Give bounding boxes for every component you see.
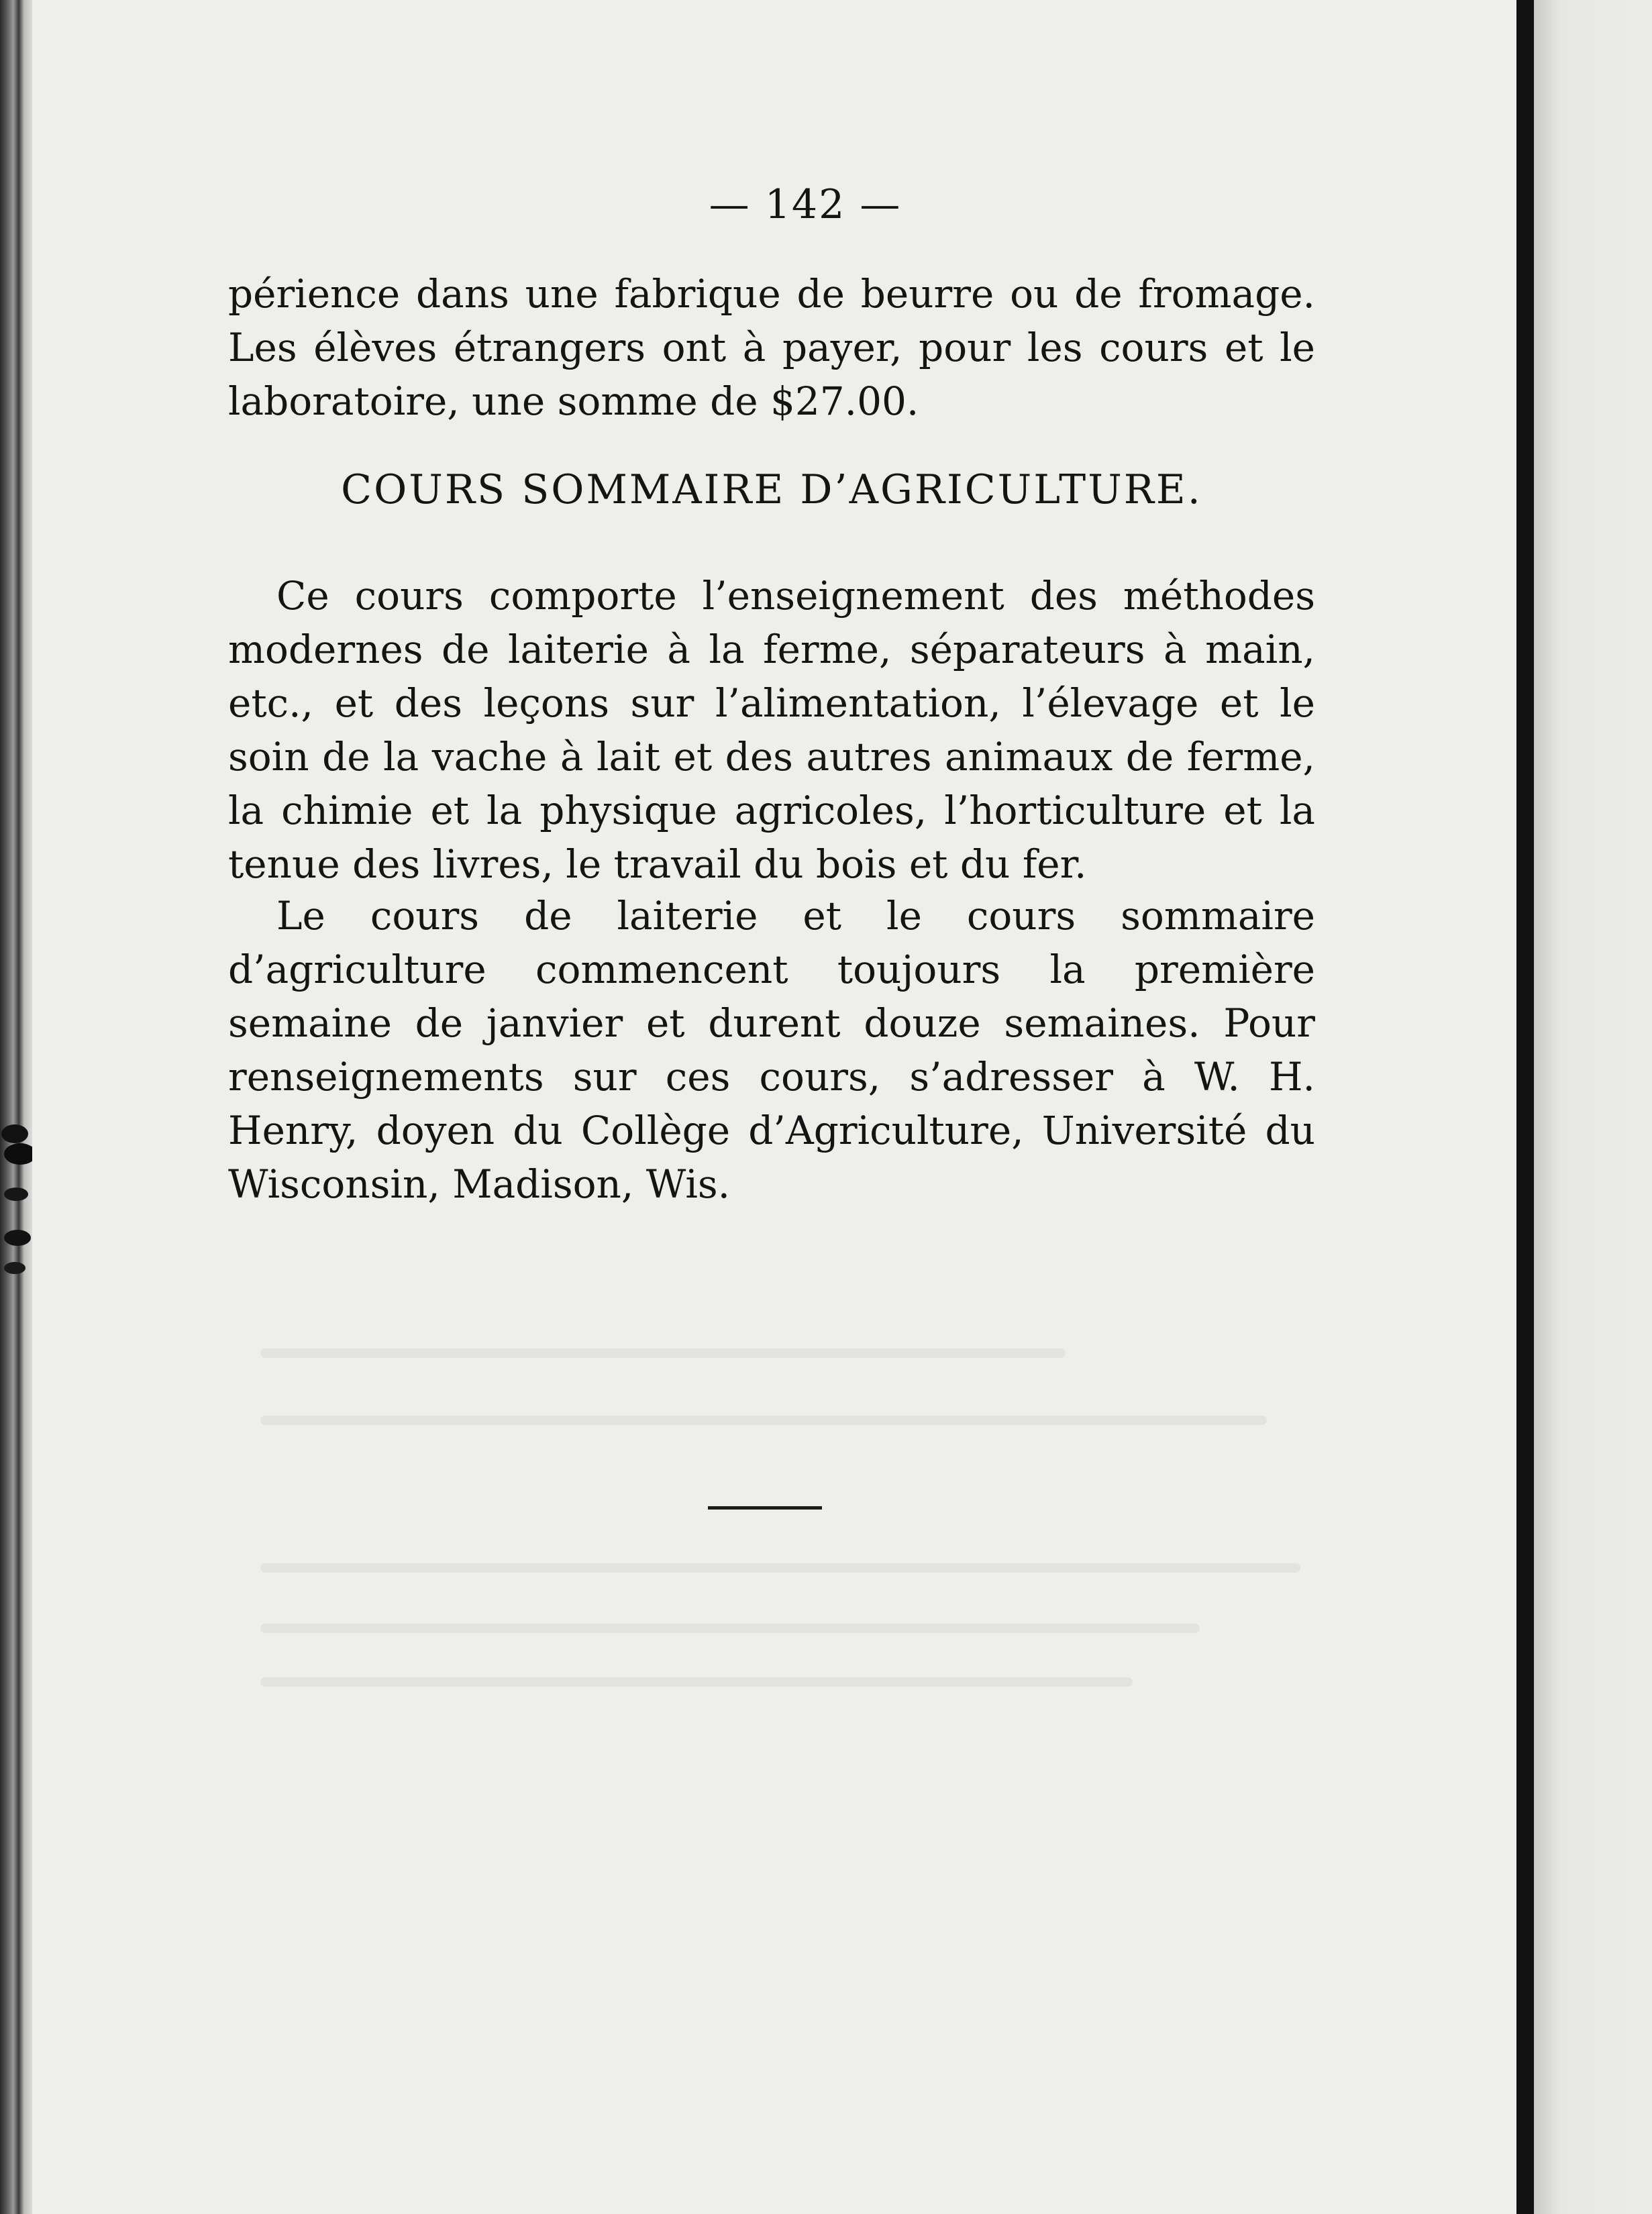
adjacent-page-edge: [1534, 0, 1652, 2214]
show-through-line: [260, 1624, 1200, 1633]
paragraph-continuation: périence dans une fabrique de beurre ou de fromage. Les élèves étrangers ont à payer, pour les cours et le laboratoire, une somme de $27.00.: [228, 271, 1315, 424]
paragraph-course-description: Ce cours comporte l’enseignement des méthodes modernes de laiterie à la ferme, séparateurs à main, etc., et des leçons sur l’alimentation, l’élevage et le soin de la vache à lait et des autres animaux de ferme, la chimie et la physique agricoles, l’horticulture et la tenue des livres, le travail du bois et du fer.: [228, 573, 1315, 887]
page-gutter-shadow: [1516, 0, 1534, 2214]
end-rule: [708, 1506, 822, 1510]
show-through-line: [260, 1677, 1133, 1687]
show-through-line: [260, 1349, 1066, 1358]
show-through-line: [260, 1416, 1267, 1425]
section-heading: COURS SOMMAIRE D’AGRICULTURE.: [341, 466, 1202, 513]
show-through-line: [260, 1563, 1300, 1573]
scan-left-edge: [0, 0, 32, 2214]
page-number: — 142 —: [709, 181, 902, 228]
paragraph-course-schedule: Le cours de laiterie et le cours sommaire d’agriculture commencent toujours la première semaine de janvier et durent douze semaines. Pour renseignements sur ces cours, s’adresser à W. H. Henry, doyen du Collège d’Agriculture, Université du Wisconsin, Madison, Wis.: [228, 893, 1315, 1207]
